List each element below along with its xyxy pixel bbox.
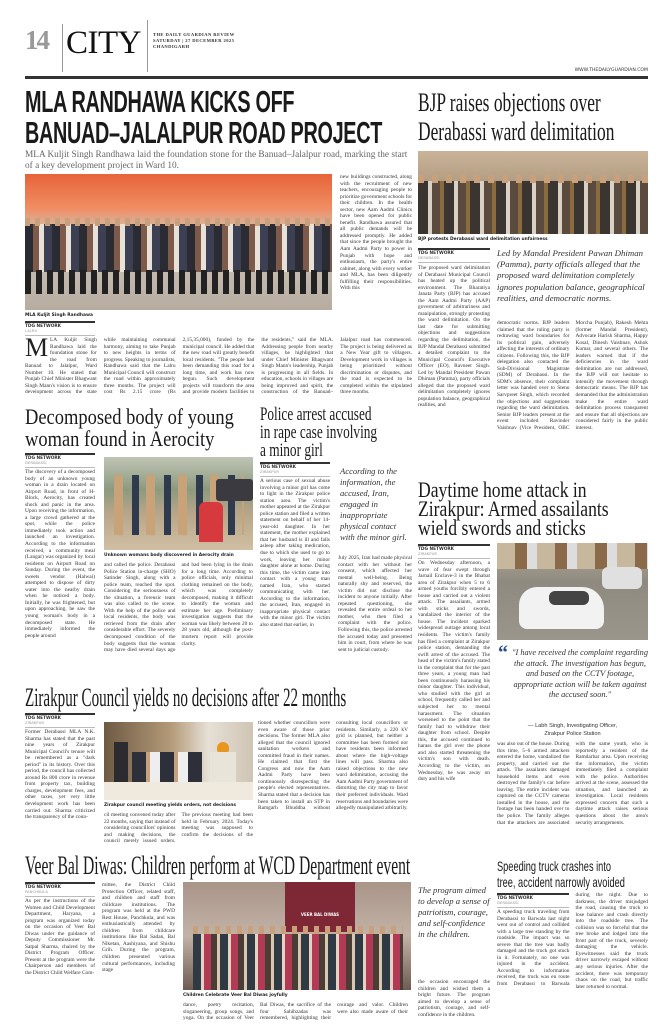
story7-photo bbox=[183, 882, 411, 990]
story8-cols: A speeding truck traveling from Derabassi to Barwala last night went out of control and collided with a large tree standing by the roadside. The impact was so severe that the tree was badly damaged and the truck got stuck in it. Fortunately, no one was injured in the accident. According to information received, the truck was en route from Derabassi to Barwala during the night. Due to darkness, the driver misjudged the road, causing the truck to lose balance and crash directly into the roadside tree. The collision was so forceful that the tree broke and lodged into the front part of the truck, severely damaging the vehicle. Eyewitnesses said the truck driver narrowly escaped without any serious injuries. After the accident, there was temporary chaos on the road, but traffic later returned to normal. bbox=[497, 892, 648, 990]
headline-line: BANUAD–JALALPUR ROAD PROJECT bbox=[25, 115, 383, 150]
dateline: DERABASSI bbox=[418, 256, 490, 263]
headline-line: in rape case involving bbox=[260, 422, 378, 443]
byline: TDG NETWORK bbox=[260, 465, 297, 470]
story4-byline bbox=[260, 462, 330, 477]
story6-cols: tioned whether councillors were even aware of those prior decisions. The former MLA also alleged that the council ignored sanitation workers and committed fraud in their names. He claimed that first the Congress and now the Aam Aadmi Party have been continuously disrespecting the people's elected representatives. Sharma stated that a decision has been taken to install an STP in Ramgarh Bhuddha without consulting local councillors or residents. Similarly, a 220 kV grid is planned, but neither a committee has been formed nor have residents been informed about where the high-voltage lines will pass. Sharma also raised objections to the new ward delimitation, accusing the Aam Aadmi Party government of distorting the city map to favor their preferred individuals. Ward reservations and boundaries were allegedly manipulated arbitrarily. bbox=[258, 720, 408, 812]
byline: TDG NETWORK bbox=[25, 885, 62, 890]
section-title: CITY bbox=[66, 25, 141, 61]
story5-cctv-photo bbox=[497, 543, 648, 640]
headline-line: Veer Bal Diwas: Children perform at WCD Department event bbox=[25, 851, 411, 880]
masthead-rule bbox=[25, 76, 648, 79]
story2-byline bbox=[418, 248, 490, 263]
divider bbox=[147, 20, 148, 72]
story5-byline bbox=[418, 544, 490, 559]
byline: TDG NETWORK bbox=[418, 251, 455, 256]
story2-col1: The proposed ward delimitation of Derabassi Municipal Council has heated up the political environment. The Bharatiya Janata Party (BJP) has accused the Aam Aadmi Party (AAP) government of arbitrariness and manipulation, strongly protesting the ward delimitation. On the last date for submitting objections and suggestions regarding the delimitation, the BJP Mandal Derabassi submitted a detailed complaint to the Municipal Council's Executive Officer (EO), Ravneet Singh. Led by Mandal President Pawan Dhiman (Pamma), party officials alleged that the proposed ward delimitation completely ignores population balance, geographical realities, and bbox=[418, 265, 490, 409]
dateline: ZIRAKPUR bbox=[418, 552, 490, 559]
dateline: DERABASSI bbox=[497, 901, 569, 908]
divider bbox=[62, 24, 63, 72]
story2-headline bbox=[418, 88, 614, 146]
paper-name: THE DAILY GUARDIAN REVIEW bbox=[153, 32, 235, 37]
story1-caption: MLA Kuljit Singh Randhawa bbox=[25, 313, 93, 318]
headline-line: woman found in Aerocity bbox=[25, 426, 215, 451]
story7-col2: mittee, the District Child Protection Officer, related staff, and children and staff from childcare institutions. The program was held at the PWD Rest House, Panchkula, and was enthusiastically attended by children from childcare institutions like Bal Sadan, Bal Niketan, Aashiyana, and Shishu Grih. During the program, children presented various cultural performances, including stage bbox=[102, 882, 175, 974]
headline-line: BJP raises objections over bbox=[418, 88, 601, 117]
headline-line: a minor girl bbox=[260, 440, 323, 461]
headline-line: tree, accident narrowly avoided bbox=[497, 874, 625, 890]
story1-photo bbox=[25, 174, 332, 310]
story3-byline bbox=[25, 453, 95, 468]
headline-line: wield swords and sticks bbox=[418, 515, 586, 540]
attribution-name: — Labh Singh, Investigating Officer, bbox=[527, 723, 618, 729]
story7-pullquote: The program aimed to develop a sense of patriotism, courage, and self-confidence in the children. bbox=[418, 885, 490, 939]
story1-body: LA Kuljit Singh Randhawa laid the foundation stone for the road from Banuad to Jalalpur, Ward Number 10. He stated that Punjab Chief Minister Bhagwant Singh Mann's vision is to ensure development across the state while maintaining communal harmony, aiming to take Punjab to new heights in terms of progress. Speaking to journalists, Randhawa said that the Lalru Municipal Council will construct the road within approximately three months. The project will cost Rs 2.15 crore (Rs 2,15,35,000), funded by the municipal council. He added that the new road will greatly benefit local residents. "The people had been demanding this road for a long time, and work has now begun. Such development projects will transform the area and provide modern facilities to the residents," said the MLA. Addressing people from nearby villages, he highlighted that under Chief Minister Bhagwant Singh Mann's leadership, Punjab is progressing in all fields. In education, schools in villages are being improved and spirit, the construction of the Banuad–Jalalpur road has commenced. The project is being delivered as a New Year gift to villagers. Development work in villages is being prioritized without discrimination or disputes, and the road is expected to be completed within the stipulated three months. bbox=[25, 337, 412, 396]
story1-side-text: new buildings constructed, along with the recruitment of new teachers, encouraging people to prioritize government schools for their children. In the health sector, new Aam Aadmi Clinics have been opened for public benefit. Randhawa assured that all public demands will be addressed promptly. He added that since the people brought the Aam Aadmi Party to power in Punjab with hope and enthusiasm, the party's entire cabinet, along with every worker and MLA, has been diligently fulfilling their responsibilities. With this bbox=[340, 174, 412, 292]
story7-headline bbox=[25, 852, 410, 880]
story5-attribution bbox=[497, 722, 648, 738]
story2-photo bbox=[418, 151, 648, 234]
story3-caption: Unknown womans body discovered in Aerocity drain bbox=[104, 553, 234, 558]
story5-cols: was also out of the house. During this time, 5–6 armed attackers entered the home, vandalized the property, and carried out the attack. The assailants damaged household items and even destroyed the family's car before leaving. The entire incident was captured on the CCTV cameras installed in the house, and the footage has been handed over to the police. The family alleges that the attackers are associated with the same youth, who is reportedly a resident of the Ramdarbar area. Upon receiving the information, the victim immediately filed a complaint with the police. Authorities arrived at the scene, assessed the situation, and launched an investigation. Local residents expressed concern that such a daytime attack raises serious questions about the area's security arrangements. bbox=[497, 741, 648, 826]
byline: TDG NETWORK bbox=[25, 456, 62, 461]
story4-col2: July 2025, Iran had made physical contact with her without her consent, which affected her mental well-being. Being naturally shy and reserved, the victim did not disclose the incident to anyone initially. After repeated questioning, she revealed the entire ordeal to her mother, who then filed a complaint with the police. Following this, the police arrested the accused today and presented him in court, from where he was sent to judicial custody. bbox=[338, 555, 412, 653]
attribution-place: Zirakpur Police Station bbox=[544, 731, 601, 737]
issue-date: SATURDAY | 27 DECEMBER 2025 bbox=[153, 38, 235, 43]
dateline: LALRU bbox=[25, 329, 95, 336]
headline-line: Daytime home attack in bbox=[418, 477, 587, 502]
headline-line: MLA RANDHAWA KICKS OFF bbox=[25, 84, 295, 119]
story2-cols: democratic norms. BJP leaders claimed that the ruling party is redrawing ward boundaries for its political gain, adversely affecting the interests of ordinary citizens. Following this, the BJP delegation also contacted the Sub-Divisional Magistrate (SDM) of Derabassi. In the SDM's absence, their complaint letter was handed over to Steno Sarvpreet Singh, which recorded the objections and suggestions regarding the ward delimitation. Senior BJP leaders present at the event included Ravinder Vaishnav (Vice President, OBC Morcha Punjab), Rakesh Mehta (former Mandal President), Advocate Harish Sharma, Happy Kosal, Dinesh Vaishnav, Ashok Kumar, and several others. The leaders warned that if the deficiencies in the ward delimitation are not addressed, the BJP will not hesitate to intensify the movement through democratic means. The BJP has demanded that the administration make the entire ward delimitation process transparent and ensure that all objections are considered fairly in the public interest. bbox=[497, 320, 648, 431]
story7-col1: As per the instructions of the Women and Child Development Department, Haryana, a program was organized today on the occasion of Veer Bal Diwas under the guidance of Deputy Commissioner Mr. Satpal Sharma, chaired by the District Program Officer. Present at the program were the Chairperson and members of the District Child Welfare Com- bbox=[25, 898, 95, 977]
byline: TDG NETWORK bbox=[25, 324, 62, 329]
dateline: PANCHKULA bbox=[25, 890, 95, 897]
headline-line: Decomposed body of young bbox=[25, 404, 234, 429]
dateline: ZIRAKPUR bbox=[25, 721, 95, 728]
story5-quote: "I have received the complaint regarding the attack. The investigation has begun, and based on the CCTV footage, appropriate action will be taken against the accused soon." bbox=[512, 648, 648, 700]
story4-headline bbox=[260, 406, 377, 460]
story6-byline bbox=[25, 713, 95, 728]
story8-headline bbox=[497, 858, 625, 890]
event-banner: VEER BAL DIWAS bbox=[300, 912, 340, 917]
story6-headline bbox=[25, 684, 346, 712]
story2-caption: BJP protests Derabassi ward delimitation unfairness bbox=[418, 237, 548, 242]
story3-photo bbox=[104, 457, 253, 550]
story1-headline bbox=[25, 86, 382, 148]
byline: TDG NETWORK bbox=[497, 896, 534, 901]
headline-line: Speeding truck crashes into bbox=[497, 858, 612, 874]
story1-deck: MLA Kuljit Singh Randhawa laid the foundation stone for the Banuad–Jalalpur road, marking the start of a key development project in Ward 10. bbox=[25, 150, 408, 171]
byline: TDG NETWORK bbox=[25, 716, 62, 721]
page-number: 14 bbox=[25, 25, 48, 55]
headline-line: Zirakpur: Armed assailants bbox=[418, 496, 609, 521]
dateline: DERABASSI bbox=[25, 461, 95, 468]
byline: TDG NETWORK bbox=[418, 547, 455, 552]
story2-pullquote: Led by Mandal President Pawan Dhiman (Pamma), party officials alleged that the proposed ward delimitation completely ignores population balance, geographical realities, and democratic norms. bbox=[497, 248, 645, 303]
masthead bbox=[25, 18, 648, 80]
city-name: CHANDIGARH bbox=[153, 44, 190, 49]
dateline: ZIRAKPUR bbox=[260, 470, 330, 477]
story5-headline bbox=[418, 477, 609, 540]
quote-mark-icon: “ bbox=[498, 642, 508, 664]
site-url[interactable]: WWW.THEDAILYGUARDIAN.COM bbox=[574, 68, 648, 73]
story5-col1: On Wednesday afternoon, a wave of fear swept through Jarnail Enclave-3 in the Bhabat area of Zirakpur when 5 to 6 armed youths forcibly entered a house and carried out a violent attack. The assailants, armed with sticks and swords, vandalized the interior of the house. The incident sparked widespread outrage among local residents. The victim's family has filed a complaint at Zirakpur police station, demanding the swift arrest of the accused. The head of the victim's family stated in the complaint that for the past three years, a young man had been continuously harassing his minor daughter. This individual, who studied with the girl at school, frequently called her and subjected her to mental harassment. The situation worsened to the point that the family had to withdraw their daughter from school. Despite this, the accused continued to harass the girl over the phone and also started threatening the victim's son with death. According to the victim, on Wednesday, he was away on duty and his wife bbox=[418, 560, 490, 783]
headline-line: Zirakpur Council yields no decisions after 22 months bbox=[25, 683, 347, 712]
story6-caption: Zirakpur council meeting yields orders, not decisions bbox=[104, 803, 236, 808]
story3-headline bbox=[25, 406, 234, 450]
headline-line: Derabassi ward delimitation bbox=[418, 117, 615, 146]
story7-cols: dance, poetry recitation, sloganeering, group songs, and yoga. On the occasion of Veer Bal Diwas, the sacrifice of the four Sahibzadas was remembered, highlighting their courage and valor. Children were also made aware of their bbox=[183, 1002, 408, 1022]
story6-photo bbox=[104, 722, 253, 800]
story6-col1: Former Derabassi MLA N.K. Sharma has stated that the past nine years of Zirakpur Municipal Council's tenure will be remembered as a "dark period" in its history. Over this period, the council has collected around Rs 800 crore in revenue from property tax, building charges, development fees, and other taxes, yet very little development work has been carried out. Sharma criticized the transparency of the coun- bbox=[25, 729, 95, 821]
story7-byline bbox=[25, 882, 95, 897]
story3-cols: and called the police. Derabassi Police Station in-charge (SHO) Satinder Singh, along with a police team, reached the spot. Considering the seriousness of the situation, a forensic team was also called to the scene. With the help of the police and local residents, the body was retrieved from the drain after considerable effort. The severely decomposed condition of the body suggests that the woman may have died several days ago and had been lying in the drain for a long time. According to police officials, only minimal clothing remained on the body, which was completely decomposed, making it difficult to identify the woman and estimate her age. Preliminary investigation suggests that the woman was likely between 20 to 28 years old, although the post-mortem report will provide clarity. bbox=[104, 562, 253, 654]
story7-caption: Children Celebrate Veer Bal Diwas joyfully bbox=[183, 993, 288, 998]
story3-col1: The discovery of a decomposed body of an unknown young woman in a drain located on Airport Road, in front of H-Block, Aerocity, has created shock and panic in the area. Upon receiving the information, a large crowd gathered at the spot, while the police immediately took action and launched an investigation. According to the information received, a community meal (Langar) was organized by local residents on Airport Road on Sunday. During the event, the sweets vendor (Halwai) attempted to dispose of dirty water into the nearby drain when he noticed a body. Initially, he was frightened, but upon approaching, he saw the young woman's body in a decomposed state. He immediately informed the people around bbox=[25, 469, 95, 639]
story6-cols-under-photo: cil meeting convened today after 22 months, saying that instead of considering councillors' opinions and making decisions, the council merely issued orders. The previous meeting had been held in February 2024. Today's meeting was supposed to confirm the decisions of the bbox=[104, 812, 253, 845]
masthead-info bbox=[153, 32, 235, 50]
headline-line: Police arrest accused bbox=[260, 404, 372, 425]
story1-dropcap: M bbox=[25, 333, 49, 362]
story4-col1: A serious case of sexual abuse involving a minor girl has come to light in the Zirakpur police station area. The victim's mother appeared at the Zirakpur police station and filed a written statement on behalf of her 14-year-old daughter. In her statement, the mother explained that her husband is ill and falls asleep after taking medication, due to which she used to go to work, leaving her minor daughter alone at home. During this time, the victim came into contact with a young man named Iran, who started communicating with her. According to the information, the accused, Iran, engaged in inappropriate physical contact with the minor girl. The victim also stated that earlier, in bbox=[260, 478, 330, 629]
story7-col-end: the occasion encouraged the children and wished them a bright future. The program aimed to develop a sense of patriotism, courage, and self-confidence in the children. bbox=[418, 979, 490, 1018]
story4-pullquote: According to the information, the accused, Iran, engaged in inappropriate physical contact with the minor girl. bbox=[340, 466, 407, 542]
